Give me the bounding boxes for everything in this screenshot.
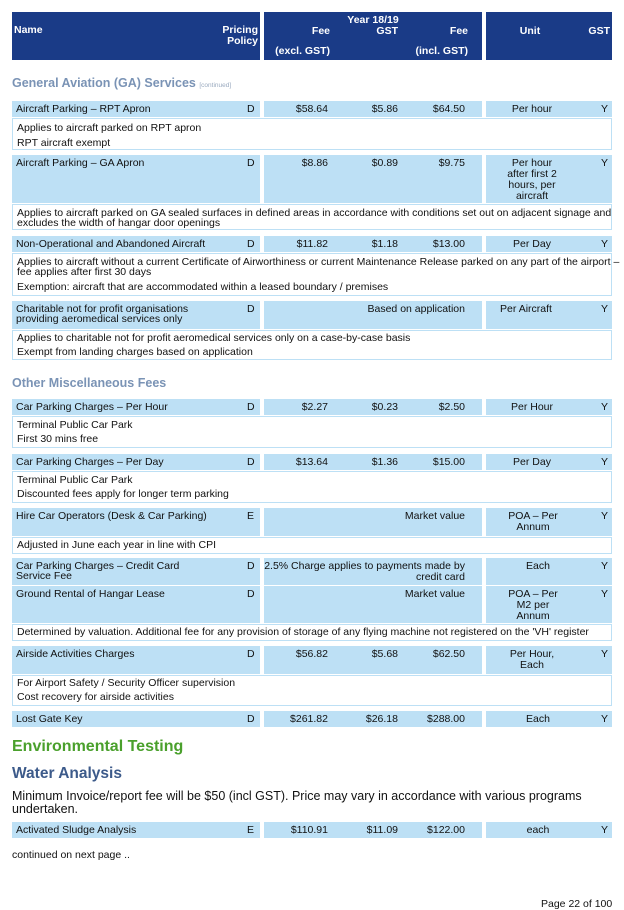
row-policy: D [247, 401, 255, 413]
row-name: Car Parking Charges – Per Day [16, 456, 164, 468]
row-unit: Per Day [513, 238, 551, 250]
row-policy: E [247, 824, 255, 836]
section-title-ga: General Aviation (GA) Services [continued] [12, 76, 232, 90]
row-incl: $288.00 [427, 713, 465, 725]
row-policy: D [247, 648, 255, 660]
header-fee-incl: Fee [449, 25, 468, 37]
row-fee: credit card [415, 571, 465, 583]
page-number: Page 22 of 100 [541, 898, 613, 910]
water-paragraph: Minimum Invoice/report fee will be $50 (incl GST). Price may vary in accordance with various programs undertaken. [12, 789, 582, 816]
row-name: Activated Sludge Analysis [16, 824, 137, 836]
table-row [12, 101, 612, 117]
row-unit: aircraft [515, 190, 549, 202]
table-row [12, 236, 612, 252]
row-gst: $11.09 [366, 824, 398, 836]
row-unit: hours, per [508, 179, 556, 191]
row-fee: Market value [404, 510, 465, 522]
row-incl: $9.75 [438, 157, 465, 169]
header-name: Name [14, 24, 43, 36]
row-name: Aircraft Parking – RPT Apron [16, 103, 151, 115]
row-unit: Each [520, 659, 544, 671]
row-flag: Y [600, 456, 608, 468]
row-unit: M2 per [516, 599, 550, 611]
row-policy: D [247, 560, 255, 572]
row-name: Aircraft Parking – GA Apron [16, 157, 145, 169]
row-fee: Based on application [367, 303, 465, 315]
row-name: Car Parking Charges – Per Hour [16, 401, 168, 413]
row-unit: Per Hour, [509, 648, 555, 660]
row-name: Non-Operational and Abandoned Aircraft [16, 238, 206, 250]
row-flag: Y [600, 238, 608, 250]
header-pricing: Pricing Policy [222, 24, 258, 47]
row-fee: Market value [404, 588, 465, 600]
row-flag: Y [600, 560, 608, 572]
row-unit: Per Day [513, 456, 551, 468]
row-unit: Each [526, 713, 550, 725]
row-gst: $5.68 [371, 648, 398, 660]
row-incl: $64.50 [432, 103, 465, 115]
row-gst: $0.89 [371, 157, 398, 169]
row-incl: $13.00 [432, 238, 465, 250]
row-incl: $62.50 [432, 648, 465, 660]
header-gst: GST [376, 25, 398, 37]
row-flag: Y [600, 303, 608, 315]
row-excl: $261.82 [290, 713, 328, 725]
row-unit: Per Hour [510, 401, 553, 413]
row-name: Charitable not for profit organisations [16, 303, 189, 315]
header-fee-excl: Fee [311, 25, 330, 37]
table-row [12, 155, 612, 203]
table-row [12, 301, 612, 329]
header-gst-flag: GST [588, 25, 610, 37]
row-unit: POA – Per [508, 510, 558, 522]
row-excl: $11.82 [296, 238, 328, 250]
row-fee: 2.5% Charge applies to payments made by [264, 560, 465, 572]
row-excl: $2.27 [301, 401, 328, 413]
row-flag: Y [600, 401, 608, 413]
row-unit: Per Aircraft [500, 303, 552, 315]
row-note: Applies to aircraft parked on GA sealed surfaces in defined areas in accordance with conditions set out on adjacent signage and excludes the width of hangar door openings [12, 204, 612, 230]
row-flag: Y [600, 510, 608, 522]
row-note: Applies to aircraft parked on RPT apron RPT aircraft exempt [12, 118, 612, 150]
continued-text: continued on next page .. [12, 849, 130, 861]
row-note: Applies to aircraft without a current Certificate of Airworthiness or current Maintenance Release parked on any part of the airport – fee applies after first 30 days Exemption: aircraft that are accommodated within a leased boundary / premises [12, 253, 612, 296]
row-excl: $58.64 [295, 103, 328, 115]
row-name: Car Parking Charges – Credit Card [16, 560, 180, 572]
row-policy: D [247, 456, 255, 468]
header-year: Year 18/19 [347, 14, 399, 26]
table-row [12, 822, 612, 838]
table-row [12, 711, 612, 727]
row-note: Terminal Public Car Park Discounted fees apply for longer term parking [12, 471, 612, 503]
row-name: Hire Car Operators (Desk & Car Parking) [16, 510, 207, 522]
row-policy: D [247, 713, 255, 725]
row-name: Lost Gate Key [16, 713, 83, 725]
table-row [12, 646, 612, 674]
row-gst: $1.36 [371, 456, 398, 468]
row-incl: $122.00 [427, 824, 465, 836]
table-header [12, 12, 612, 60]
row-flag: Y [600, 648, 608, 660]
row-policy: D [247, 157, 255, 169]
row-policy: E [247, 510, 255, 522]
row-flag: Y [600, 713, 608, 725]
row-excl: $13.64 [295, 456, 328, 468]
row-name: Service Fee [16, 570, 73, 582]
section-title-water: Water Analysis [12, 765, 122, 782]
row-unit: after first 2 [507, 168, 557, 180]
row-note: Applies to charitable not for profit aeromedical services only on a case-by-case basis Exempt from landing charges based on application [12, 330, 612, 360]
row-name: Airside Activities Charges [16, 648, 135, 660]
table-row [12, 558, 612, 585]
row-unit: POA – Per [508, 588, 558, 600]
row-flag: Y [600, 157, 608, 169]
row-excl: $8.86 [301, 157, 328, 169]
row-unit: Annum [516, 610, 550, 622]
row-incl: $2.50 [438, 401, 465, 413]
row-gst: $0.23 [371, 401, 398, 413]
row-policy: D [247, 238, 255, 250]
row-note: For Airport Safety / Security Officer supervision Cost recovery for airside activities [12, 675, 612, 706]
table-row [12, 454, 612, 470]
row-name: Ground Rental of Hangar Lease [16, 588, 165, 600]
row-excl: $110.91 [290, 824, 328, 836]
row-note: Terminal Public Car Park First 30 mins free [12, 416, 612, 448]
row-unit: Per hour [511, 103, 553, 115]
table-row [12, 586, 612, 623]
row-name: providing aeromedical services only [16, 313, 183, 325]
row-policy: D [247, 103, 255, 115]
row-unit: Annum [516, 521, 550, 533]
row-policy: D [247, 303, 255, 315]
row-excl: $56.82 [295, 648, 328, 660]
row-unit: each [526, 824, 550, 836]
continued-label: [continued] [199, 82, 232, 89]
header-unit: Unit [519, 25, 541, 37]
row-flag: Y [600, 824, 608, 836]
section-title-misc: Other Miscellaneous Fees [12, 376, 167, 390]
row-policy: D [247, 588, 255, 600]
header-fee-excl-sub: (excl. GST) [275, 45, 330, 57]
table-row [12, 399, 612, 415]
row-unit: Per hour [511, 157, 553, 169]
row-unit: Each [526, 560, 550, 572]
table-row [12, 508, 612, 536]
section-title-environmental: Environmental Testing [12, 738, 184, 755]
header-fee-incl-sub: (incl. GST) [415, 45, 468, 57]
row-flag: Y [600, 103, 608, 115]
row-incl: $15.00 [432, 456, 465, 468]
row-gst: $1.18 [371, 238, 398, 250]
row-note: Determined by valuation. Additional fee for any provision of storage of any flying machine not registered on the 'VH' register [12, 624, 612, 641]
row-gst: $26.18 [365, 713, 398, 725]
row-note: Adjusted in June each year in line with CPI [12, 537, 612, 554]
row-gst: $5.86 [371, 103, 398, 115]
row-flag: Y [600, 588, 608, 600]
